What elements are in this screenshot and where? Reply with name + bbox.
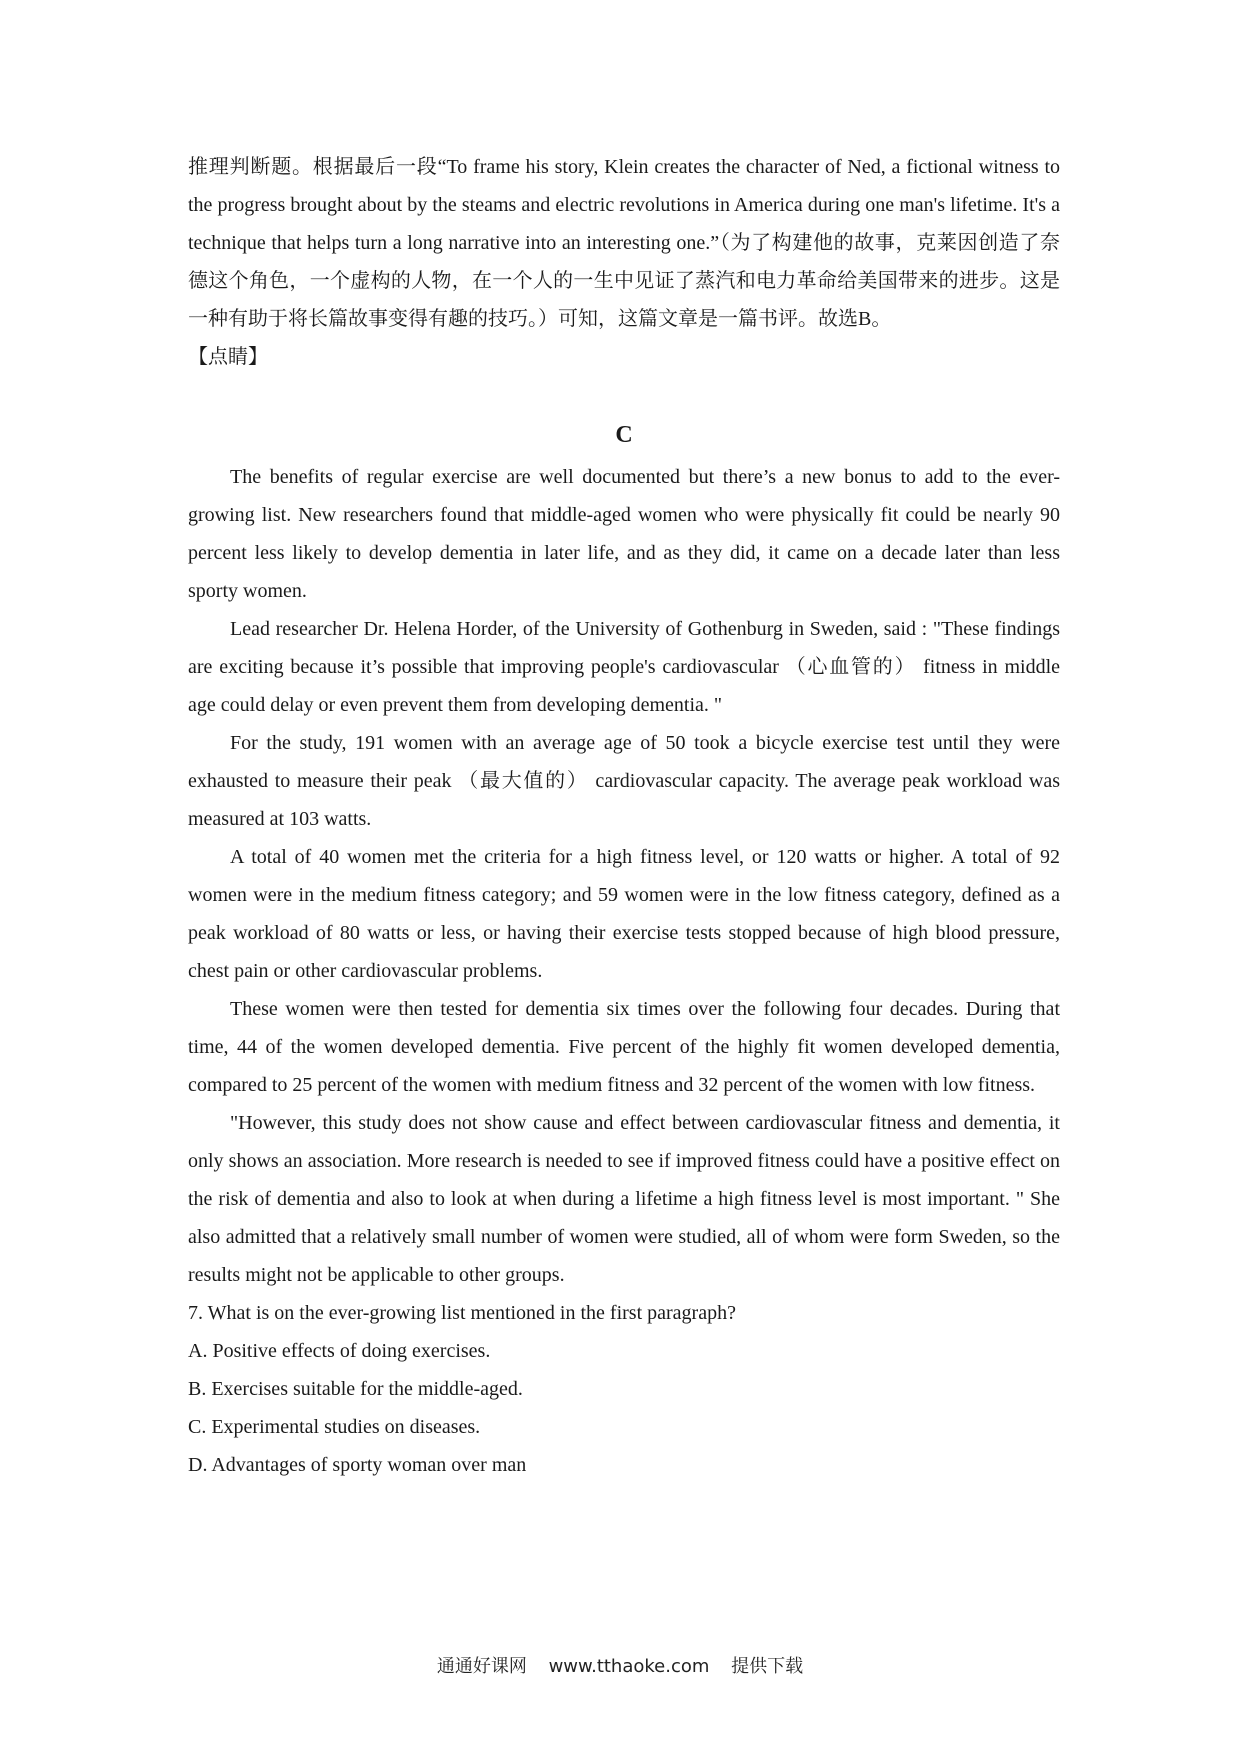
question-stem: 7. What is on the ever-growing list mentioned in the first paragraph?	[188, 1302, 736, 1324]
footer-suffix: 提供下载	[731, 1656, 804, 1677]
page-footer	[0, 1652, 1240, 1678]
passage-paragraph: Lead researcher Dr. Helena Horder, of the University of Gothenburg in Sweden, said : "These findings are exciting because it’s possible that improving people's cardiovascular （心血管的） fitness in middle age could delay or even prevent them from developing dementia. "	[188, 618, 1060, 716]
tip-heading: 【点睛】	[188, 346, 268, 368]
footer-url[interactable]: www.tthaoke.com	[548, 1656, 710, 1677]
passage-paragraph: These women were then tested for dementia six times over the following four decades. During that time, 44 of the women developed dementia. Five percent of the highly fit women developed dementia, compared to 25 percent of the women with medium fitness and 32 percent of the women with low fitness.	[188, 998, 1060, 1096]
answer-option-c: C. Experimental studies on diseases.	[188, 1416, 481, 1438]
passage-paragraph: For the study, 191 women with an average age of 50 took a bicycle exercise test until they were exhausted to measure their peak （最大值的） cardiovascular capacity. The average peak workload was measured at 103 watts.	[188, 732, 1060, 830]
passage-paragraph: A total of 40 women met the criteria for a high fitness level, or 120 watts or higher. A total of 92 women were in the medium fitness category; and 59 women were in the low fitness category, defined as a peak workload of 80 watts or less, or having their exercise tests stopped because of high blood pressure, chest pain or other cardiovascular problems.	[188, 846, 1060, 982]
answer-option-d: D. Advantages of sporty woman over man	[188, 1454, 527, 1476]
passage-paragraph: "However, this study does not show cause and effect between cardiovascular fitness and dementia, it only shows an association. More research is needed to see if improved fitness could have a positive effect on the risk of dementia and also to look at when during a lifetime a high fitness level is most important. " She also admitted that a relatively small number of women were studied, all of whom were form Sweden, so the results might not be applicable to other groups.	[188, 1112, 1060, 1286]
answer-option-b: B. Exercises suitable for the middle-aged.	[188, 1378, 523, 1400]
section-title: C	[615, 422, 633, 448]
document-page	[188, 148, 1060, 1484]
analysis-text: 推理判断题。根据最后一段“To frame his story, Klein creates the character of Ned, a fictional witness to the progress brought about by the steams and electric revolutions in America during one man's lifetime. It's a technique that helps turn a long narrative into an interesting one.”（为了构建他的故事，克莱因创造了奈德这个角色，一个虚构的人物，在一个人的一生中见证了蒸汽和电力革命给美国带来的进步。这是一种有助于将长篇故事变得有趣的技巧。）可知，这篇文章是一篇书评。故选B。	[188, 156, 1060, 330]
answer-option-a: A. Positive effects of doing exercises.	[188, 1340, 491, 1362]
footer-site-name: 通通好课网	[436, 1656, 527, 1677]
passage-paragraph: The benefits of regular exercise are well documented but there’s a new bonus to add to the ever-growing list. New researchers found that middle-aged women who were physically fit could be nearly 90 percent less likely to develop dementia in later life, and as they did, it came on a decade later than less sporty women.	[188, 466, 1060, 602]
